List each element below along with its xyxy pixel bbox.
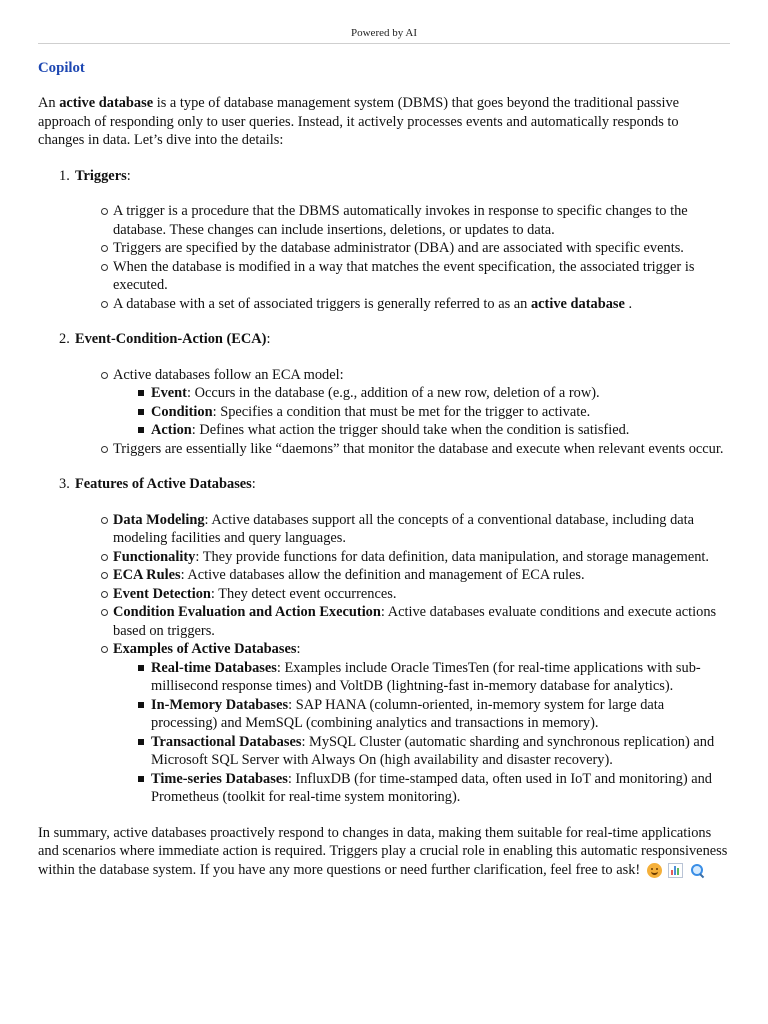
section-title: Features of Active Databases [75,476,252,492]
list-item-term: active database [530,295,625,312]
list-item [113,548,728,567]
sublist-item-term: Condition [151,403,213,420]
list-item-text: Triggers are specified by the database administrator (DBA) and are associated with specific events. [113,240,684,256]
list-item [113,585,728,604]
list-item-text: A trigger is a procedure that the DBMS automatically invokes in response to specific changes to the database. These changes can include insertions, deletions, or updates to data. [113,203,688,238]
list-item-term: Event Detection [113,585,211,602]
list-item [113,366,728,440]
bar-chart-icon [668,863,683,878]
list-item-text: : Active databases evaluate conditions and execute actions based on triggers. [113,604,717,639]
sublist-item-text: : Defines what action the trigger should take when the condition is satisfied. [191,422,630,438]
sublist-item [151,421,728,440]
smiling-face-icon [647,863,662,878]
section-number: 1. [59,167,70,184]
section-number: 3. [59,476,70,492]
list-item-text: : They detect event occurrences. [210,585,397,602]
section-number: 2. [59,331,70,347]
section-heading: 2. Event-Condition-Action (ECA): [59,331,271,347]
list-item-tail: . [624,295,633,312]
sublist-item [151,384,728,403]
list-item [113,566,728,585]
sublist-item [151,733,728,770]
list-item-text: Active databases follow an ECA model: [113,366,344,383]
list-item-term: Data Modeling [113,511,205,528]
list-item-text: A database with a set of associated triggers is generally referred to as an [113,295,531,312]
sublist-item-term: Real-time Databases [151,659,277,676]
section-eca [59,330,768,458]
sublist-item-text: : Specifies a condition that must be met for the trigger to activate. [212,403,591,420]
sublist-item-text: : InfluxDB (for time-stamped data, often used in IoT and monitoring) and Prometheus (toolkit for real-time system monitoring). [151,770,712,805]
features-list [75,511,768,807]
list-item-term: Functionality [113,548,196,565]
list-item-text: : Active databases support all the concepts of a conventional database, including data modeling facilities and query languages. [113,511,695,546]
summary-paragraph [38,824,728,880]
list-item-text: Triggers are essentially like “daemons” that monitor the database and execute when relevant events occur. [113,440,724,457]
sublist-item-text: : SAP HANA (column-oriented, in-memory system for large data processing) and MemSQL (combining analytics and transactions in memory). [151,696,665,731]
sublist-item [151,403,728,422]
section-features [59,475,768,807]
list-item-text: : Active databases allow the definition and management of ECA rules. [180,567,585,583]
sublist-item-term: Time-series Databases [151,770,288,787]
intro-text: is a type of database management system (DBMS) that goes beyond the traditional passive approach of responding only to user queries. Instead, it actively processes events and automatically responds to changes in data. Let’s dive into the details: [38,95,680,148]
sections-list [0,167,768,807]
section-title: Triggers [75,167,127,184]
list-item [113,603,728,640]
list-item [113,295,728,314]
powered-by-label: Powered by AI [351,27,417,39]
sublist-item-term: Transactional Databases [151,733,302,750]
sublist-item [151,770,728,807]
eca-list [75,366,768,459]
intro-term: active database [59,95,154,111]
section-triggers [59,167,768,314]
list-item-text: : [296,641,301,657]
list-item-term: Condition Evaluation and Action Execution [113,604,381,620]
eca-sublist [113,384,728,440]
sublist-item-term: Event [151,385,187,401]
list-item [113,640,728,807]
list-item [113,440,728,459]
section-title: Event-Condition-Action (ECA) [75,331,267,347]
list-item-term: ECA Rules [113,567,181,583]
sublist-item [151,659,728,696]
list-item-term: Examples of Active Databases [113,641,297,657]
list-item [113,202,728,239]
intro-paragraph [38,94,728,150]
magnifying-glass-icon [690,863,705,878]
sublist-item-text: : MySQL Cluster (automatic sharding and synchronous replication) and Microsoft SQL Server with Always On (high availability and disaster recovery). [151,733,715,768]
list-item [113,239,728,258]
intro-prefix: An [38,95,60,111]
header-divider [38,43,730,44]
sublist-item-text: : Occurs in the database (e.g., addition of a new row, deletion of a row). [186,385,600,401]
sublist-item-term: Action [151,422,192,438]
sublist-item-text: : Examples include Oracle TimesTen (for real-time applications with sub-millisecond response times) and VoltDB (lightning-fast in-memory database for analytics). [151,659,701,694]
list-item-text: When the database is modified in a way that matches the event specification, the associated trigger is executed. [113,258,695,293]
list-item [113,258,728,295]
examples-sublist [113,659,728,807]
sublist-item-term: In-Memory Databases [151,696,289,713]
sublist-item [151,696,728,733]
list-item [113,511,728,548]
summary-text: In summary, active databases proactively respond to changes in data, making them suitable for real-time applications and scenarios where immediate action is required. Triggers play a crucial role in enabling this automatic responsiveness within the database system. If you have any more questions or need further clarification, feel free to ask! [38,824,728,878]
section-heading: 1. Triggers: [59,167,131,184]
assistant-name: Copilot [38,60,85,76]
section-heading: 3. Features of Active Databases: [59,476,256,492]
triggers-list [75,202,768,313]
list-item-text: : They provide functions for data definition, data manipulation, and storage management. [195,548,710,565]
